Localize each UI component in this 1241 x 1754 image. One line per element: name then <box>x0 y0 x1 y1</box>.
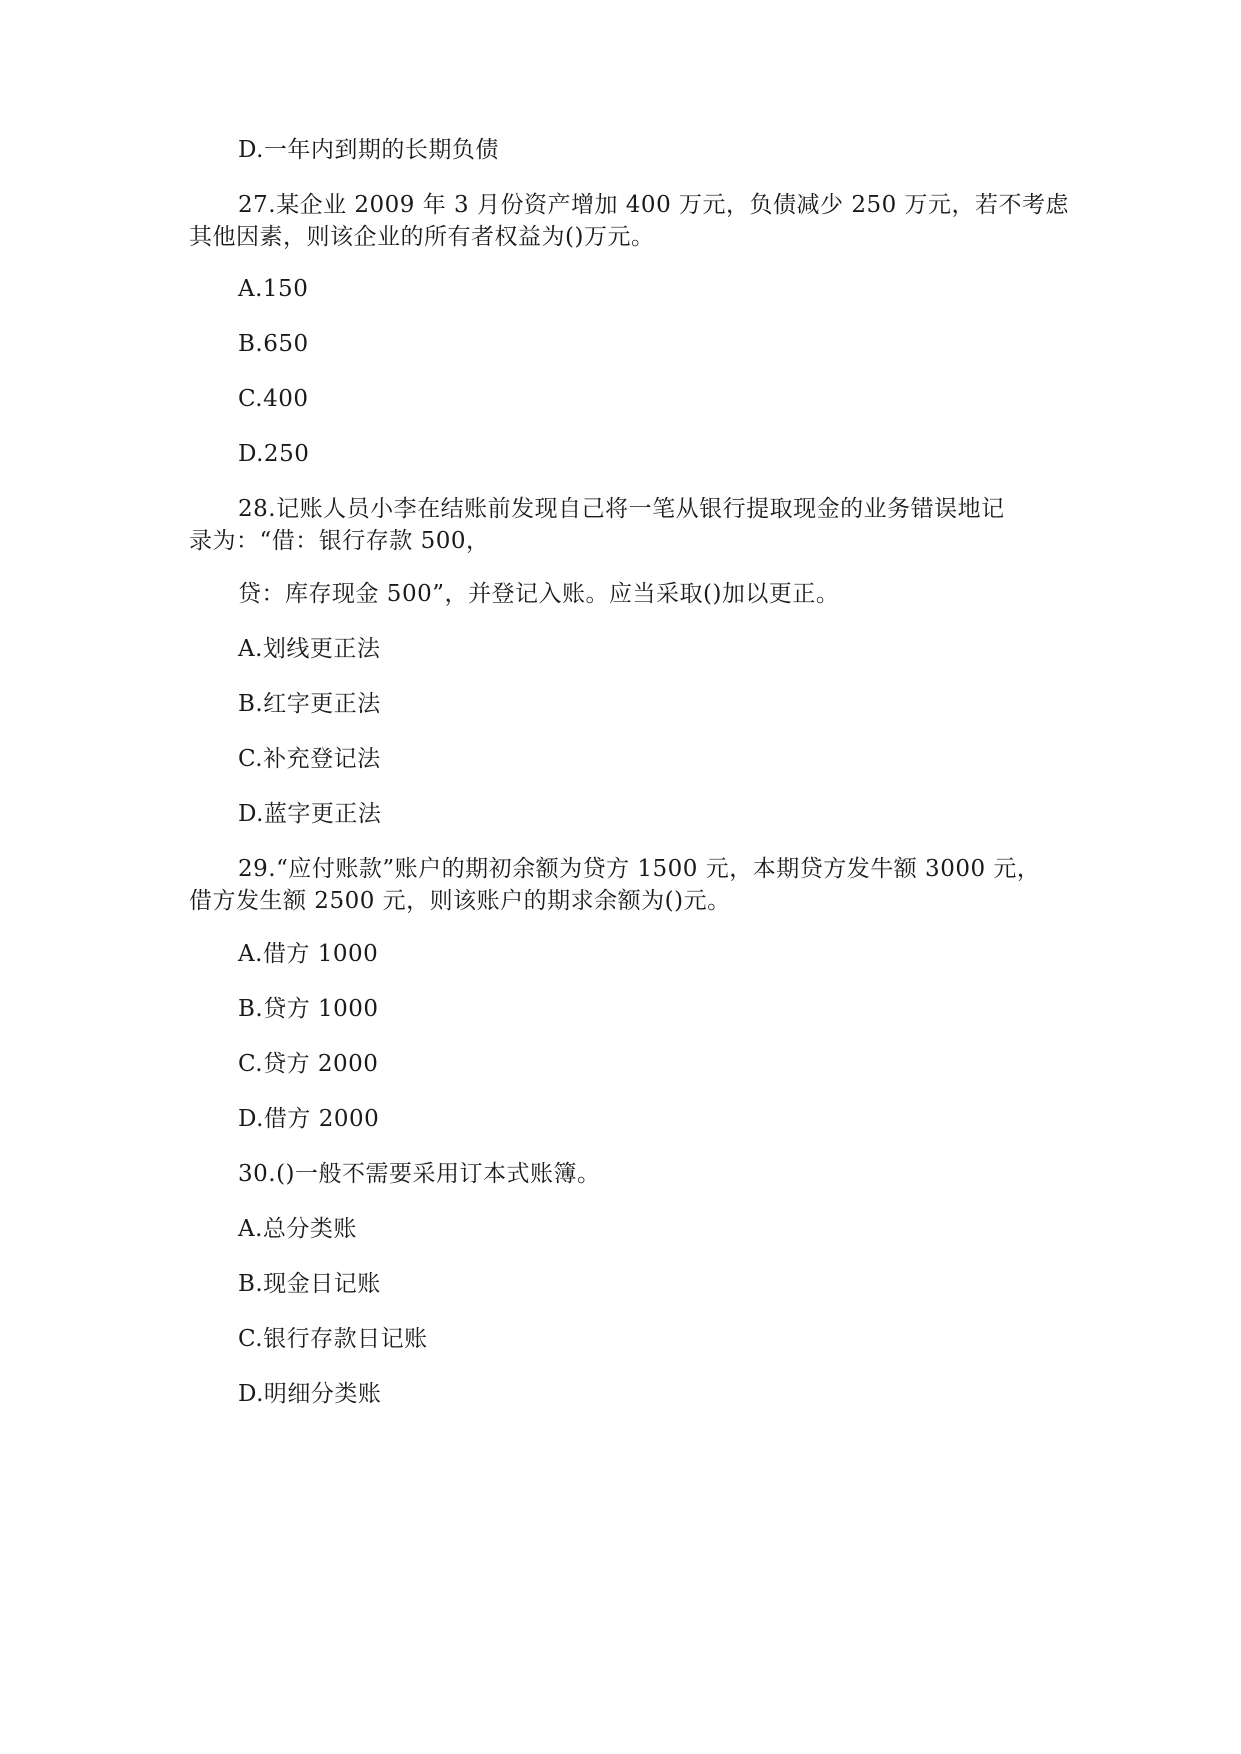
option-q27-d: D.250 <box>238 441 310 467</box>
option-q29-d: D.借方 2000 <box>238 1106 380 1132</box>
option-q30-d: D.明细分类账 <box>238 1381 382 1407</box>
question-28-stem-line-3: 贷：库存现金 500”，并登记入账。应当采取()加以更正。 <box>238 581 840 607</box>
option-q27-b: B.650 <box>238 331 309 357</box>
question-29-stem-line-2: 借方发生额 2500 元，则该账户的期求余额为()元。 <box>189 888 731 914</box>
option-q29-a: A.借方 1000 <box>238 941 379 967</box>
option-q28-a: A.划线更正法 <box>238 636 381 662</box>
option-q28-c: C.补充登记法 <box>238 746 381 772</box>
question-27-stem-line-1: 27.某企业 2009 年 3 月份资产增加 400 万元，负债减少 250 万元，若不考虑 <box>238 192 1070 218</box>
question-27-stem-line-2: 其他因素，则该企业的所有者权益为()万元。 <box>189 224 655 250</box>
question-30-stem-line-1: 30.()一般不需要采用订本式账簿。 <box>238 1161 601 1187</box>
option-q27-c: C.400 <box>238 386 309 412</box>
option-q26-d: D.一年内到期的长期负债 <box>238 137 499 163</box>
option-q28-d: D.蓝字更正法 <box>238 801 382 827</box>
option-q30-a: A.总分类账 <box>238 1216 357 1242</box>
question-28-stem-line-2: 录为：“借：银行存款 500， <box>189 528 490 554</box>
option-q29-b: B.贷方 1000 <box>238 996 379 1022</box>
option-q29-c: C.贷方 2000 <box>238 1051 379 1077</box>
question-28-stem-line-1: 28.记账人员小李在结账前发现自己将一笔从银行提取现金的业务错误地记 <box>238 496 1005 522</box>
option-q30-c: C.银行存款日记账 <box>238 1326 428 1352</box>
option-q30-b: B.现金日记账 <box>238 1271 381 1297</box>
question-29-stem-line-1: 29.“应付账款”账户的期初余额为贷方 1500 元，本期贷方发牛额 3000 元， <box>238 856 1041 882</box>
option-q27-a: A.150 <box>238 276 309 302</box>
option-q28-b: B.红字更正法 <box>238 691 381 717</box>
